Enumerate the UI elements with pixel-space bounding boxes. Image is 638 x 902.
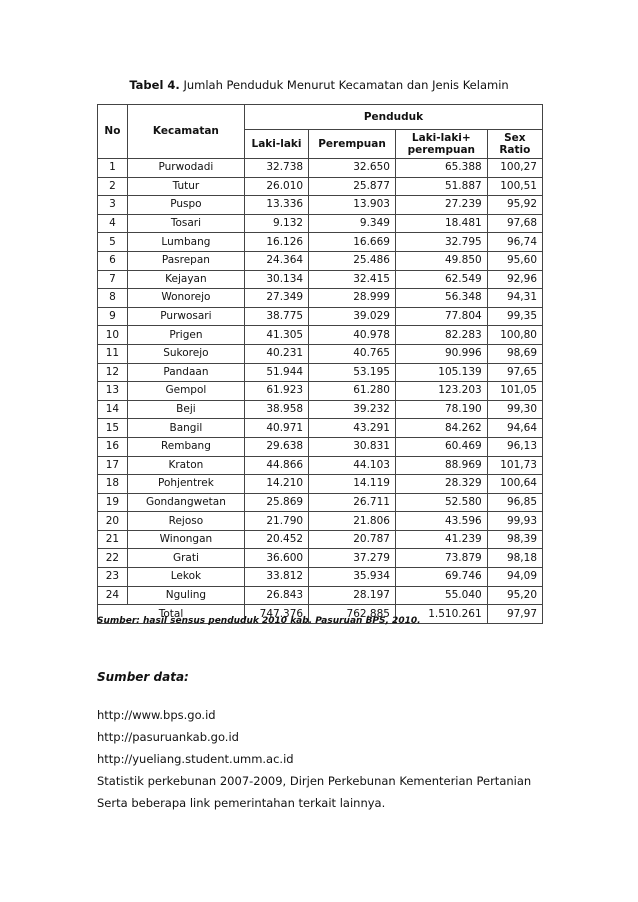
table-row — [98, 586, 543, 605]
cell-no: 16 — [98, 437, 128, 456]
cell-kecamatan: Winongan — [127, 530, 244, 549]
cell-no: 6 — [98, 251, 128, 270]
cell-kecamatan: Pasrepan — [127, 251, 244, 270]
cell-sex-ratio: 98,69 — [487, 344, 542, 363]
cell-laki-perempuan: 60.469 — [395, 437, 487, 456]
table-caption — [0, 78, 638, 92]
source-item: Serta beberapa link pemerintahan terkait lainnya. — [97, 796, 386, 810]
cell-kecamatan: Grati — [127, 549, 244, 568]
table-row — [98, 475, 543, 494]
cell-no: 21 — [98, 530, 128, 549]
table-row — [98, 419, 543, 438]
cell-kecamatan: Kejayan — [127, 270, 244, 289]
total-laki-perempuan: 1.510.261 — [395, 605, 487, 624]
cell-perempuan: 14.119 — [309, 475, 396, 494]
header-laki: Laki-laki — [244, 130, 308, 159]
header-kecamatan: Kecamatan — [127, 105, 244, 159]
table-row — [98, 159, 543, 178]
cell-laki-perempuan: 52.580 — [395, 493, 487, 512]
cell-no: 22 — [98, 549, 128, 568]
cell-laki-perempuan: 65.388 — [395, 159, 487, 178]
cell-no: 1 — [98, 159, 128, 178]
cell-perempuan: 25.877 — [309, 177, 396, 196]
cell-laki-perempuan: 49.850 — [395, 251, 487, 270]
cell-no: 12 — [98, 363, 128, 382]
cell-no: 2 — [98, 177, 128, 196]
table-row — [98, 177, 543, 196]
cell-kecamatan: Gondangwetan — [127, 493, 244, 512]
cell-laki: 40.971 — [244, 419, 308, 438]
header-perempuan: Perempuan — [309, 130, 396, 159]
cell-no: 18 — [98, 475, 128, 494]
table-row — [98, 270, 543, 289]
table-row — [98, 196, 543, 215]
cell-kecamatan: Wonorejo — [127, 289, 244, 308]
table-row — [98, 214, 543, 233]
cell-kecamatan: Tutur — [127, 177, 244, 196]
cell-sex-ratio: 96,74 — [487, 233, 542, 252]
cell-laki: 16.126 — [244, 233, 308, 252]
cell-sex-ratio: 95,20 — [487, 586, 542, 605]
cell-laki: 13.336 — [244, 196, 308, 215]
cell-laki: 9.132 — [244, 214, 308, 233]
cell-kecamatan: Sukorejo — [127, 344, 244, 363]
cell-laki: 40.231 — [244, 344, 308, 363]
cell-kecamatan: Pandaan — [127, 363, 244, 382]
cell-perempuan: 21.806 — [309, 512, 396, 531]
cell-kecamatan: Lekok — [127, 568, 244, 587]
cell-laki-perempuan: 27.239 — [395, 196, 487, 215]
cell-laki: 14.210 — [244, 475, 308, 494]
cell-no: 23 — [98, 568, 128, 587]
table-source-note: Sumber: hasil sensus penduduk 2010 kab. Pasuruan BPS, 2010. — [97, 616, 421, 626]
cell-perempuan: 37.279 — [309, 549, 396, 568]
source-item: http://www.bps.go.id — [97, 708, 216, 722]
cell-laki: 38.775 — [244, 307, 308, 326]
table-row — [98, 289, 543, 308]
cell-sex-ratio: 97,68 — [487, 214, 542, 233]
cell-laki-perempuan: 55.040 — [395, 586, 487, 605]
cell-laki: 26.010 — [244, 177, 308, 196]
cell-laki: 25.869 — [244, 493, 308, 512]
cell-no: 9 — [98, 307, 128, 326]
cell-perempuan: 30.831 — [309, 437, 396, 456]
cell-sex-ratio: 96,85 — [487, 493, 542, 512]
total-label: Total — [98, 605, 245, 624]
cell-perempuan: 40.765 — [309, 344, 396, 363]
cell-no: 11 — [98, 344, 128, 363]
cell-laki-perempuan: 32.795 — [395, 233, 487, 252]
cell-kecamatan: Beji — [127, 400, 244, 419]
table-body — [98, 159, 543, 605]
cell-laki: 29.638 — [244, 437, 308, 456]
cell-laki-perempuan: 41.239 — [395, 530, 487, 549]
sources-title: Sumber data: — [97, 670, 189, 684]
cell-laki: 27.349 — [244, 289, 308, 308]
cell-sex-ratio: 100,27 — [487, 159, 542, 178]
cell-perempuan: 20.787 — [309, 530, 396, 549]
cell-kecamatan: Lumbang — [127, 233, 244, 252]
cell-no: 3 — [98, 196, 128, 215]
cell-laki: 61.923 — [244, 382, 308, 401]
cell-laki-perempuan: 73.879 — [395, 549, 487, 568]
sources-list — [97, 704, 531, 814]
cell-laki-perempuan: 77.804 — [395, 307, 487, 326]
header-laki-perempuan: Laki-laki+ perempuan — [395, 130, 487, 159]
cell-perempuan: 13.903 — [309, 196, 396, 215]
table-row — [98, 437, 543, 456]
cell-laki: 44.866 — [244, 456, 308, 475]
cell-sex-ratio: 101,05 — [487, 382, 542, 401]
cell-kecamatan: Tosari — [127, 214, 244, 233]
cell-laki-perempuan: 62.549 — [395, 270, 487, 289]
source-item: http://yueliang.student.umm.ac.id — [97, 752, 294, 766]
cell-laki-perempuan: 51.887 — [395, 177, 487, 196]
cell-laki: 30.134 — [244, 270, 308, 289]
cell-perempuan: 32.415 — [309, 270, 396, 289]
cell-laki-perempuan: 78.190 — [395, 400, 487, 419]
header-sex-ratio: Sex Ratio — [487, 130, 542, 159]
cell-sex-ratio: 99,93 — [487, 512, 542, 531]
table-row — [98, 307, 543, 326]
cell-no: 19 — [98, 493, 128, 512]
cell-perempuan: 39.029 — [309, 307, 396, 326]
cell-no: 5 — [98, 233, 128, 252]
cell-laki: 51.944 — [244, 363, 308, 382]
population-table — [97, 104, 543, 624]
cell-perempuan: 43.291 — [309, 419, 396, 438]
cell-laki: 24.364 — [244, 251, 308, 270]
table-row — [98, 233, 543, 252]
cell-kecamatan: Prigen — [127, 326, 244, 345]
source-item: Statistik perkebunan 2007-2009, Dirjen Perkebunan Kementerian Pertanian — [97, 774, 532, 788]
cell-perempuan: 32.650 — [309, 159, 396, 178]
cell-sex-ratio: 95,60 — [487, 251, 542, 270]
cell-no: 15 — [98, 419, 128, 438]
cell-laki-perempuan: 123.203 — [395, 382, 487, 401]
cell-perempuan: 53.195 — [309, 363, 396, 382]
cell-kecamatan: Bangil — [127, 419, 244, 438]
cell-laki-perempuan: 43.596 — [395, 512, 487, 531]
table-row — [98, 382, 543, 401]
cell-no: 24 — [98, 586, 128, 605]
cell-perempuan: 35.934 — [309, 568, 396, 587]
cell-sex-ratio: 101,73 — [487, 456, 542, 475]
cell-sex-ratio: 96,13 — [487, 437, 542, 456]
cell-sex-ratio: 98,18 — [487, 549, 542, 568]
cell-sex-ratio: 98,39 — [487, 530, 542, 549]
cell-kecamatan: Purwosari — [127, 307, 244, 326]
table-row — [98, 251, 543, 270]
cell-no: 4 — [98, 214, 128, 233]
cell-laki-perempuan: 82.283 — [395, 326, 487, 345]
table-row — [98, 512, 543, 531]
cell-perempuan: 16.669 — [309, 233, 396, 252]
cell-laki: 21.790 — [244, 512, 308, 531]
cell-sex-ratio: 100,51 — [487, 177, 542, 196]
cell-sex-ratio: 94,09 — [487, 568, 542, 587]
cell-kecamatan: Nguling — [127, 586, 244, 605]
cell-perempuan: 28.197 — [309, 586, 396, 605]
table-row — [98, 530, 543, 549]
cell-kecamatan: Puspo — [127, 196, 244, 215]
cell-laki-perempuan: 28.329 — [395, 475, 487, 494]
cell-sex-ratio: 94,64 — [487, 419, 542, 438]
cell-perempuan: 44.103 — [309, 456, 396, 475]
table-row — [98, 400, 543, 419]
cell-laki-perempuan: 18.481 — [395, 214, 487, 233]
table-row — [98, 493, 543, 512]
cell-no: 8 — [98, 289, 128, 308]
table-row — [98, 456, 543, 475]
cell-kecamatan: Rembang — [127, 437, 244, 456]
cell-sex-ratio: 99,35 — [487, 307, 542, 326]
cell-no: 17 — [98, 456, 128, 475]
cell-laki-perempuan: 84.262 — [395, 419, 487, 438]
cell-no: 20 — [98, 512, 128, 531]
cell-no: 13 — [98, 382, 128, 401]
caption-label: Tabel 4. — [129, 78, 180, 92]
cell-perempuan: 40.978 — [309, 326, 396, 345]
cell-kecamatan: Rejoso — [127, 512, 244, 531]
cell-laki-perempuan: 88.969 — [395, 456, 487, 475]
total-perempuan: 762.885 — [309, 605, 396, 624]
cell-sex-ratio: 99,30 — [487, 400, 542, 419]
cell-sex-ratio: 92,96 — [487, 270, 542, 289]
cell-sex-ratio: 97,65 — [487, 363, 542, 382]
cell-no: 7 — [98, 270, 128, 289]
cell-sex-ratio: 100,64 — [487, 475, 542, 494]
header-no: No — [98, 105, 128, 159]
table-row — [98, 549, 543, 568]
cell-perempuan: 9.349 — [309, 214, 396, 233]
cell-kecamatan: Kraton — [127, 456, 244, 475]
cell-kecamatan: Pohjentrek — [127, 475, 244, 494]
cell-no: 14 — [98, 400, 128, 419]
cell-laki: 20.452 — [244, 530, 308, 549]
cell-laki-perempuan: 90.996 — [395, 344, 487, 363]
total-sex-ratio: 97,97 — [487, 605, 542, 624]
cell-laki: 38.958 — [244, 400, 308, 419]
cell-perempuan: 61.280 — [309, 382, 396, 401]
table-row — [98, 568, 543, 587]
cell-sex-ratio: 94,31 — [487, 289, 542, 308]
header-penduduk: Penduduk — [244, 105, 542, 130]
caption-text: Jumlah Penduduk Menurut Kecamatan dan Jenis Kelamin — [179, 78, 509, 92]
cell-sex-ratio: 100,80 — [487, 326, 542, 345]
cell-kecamatan: Gempol — [127, 382, 244, 401]
cell-laki-perempuan: 56.348 — [395, 289, 487, 308]
cell-laki: 41.305 — [244, 326, 308, 345]
cell-laki: 26.843 — [244, 586, 308, 605]
table-row — [98, 326, 543, 345]
cell-laki-perempuan: 69.746 — [395, 568, 487, 587]
cell-perempuan: 28.999 — [309, 289, 396, 308]
cell-perempuan: 26.711 — [309, 493, 396, 512]
cell-perempuan: 25.486 — [309, 251, 396, 270]
cell-sex-ratio: 95,92 — [487, 196, 542, 215]
cell-laki: 32.738 — [244, 159, 308, 178]
table-row — [98, 363, 543, 382]
table-row — [98, 344, 543, 363]
cell-no: 10 — [98, 326, 128, 345]
cell-laki: 33.812 — [244, 568, 308, 587]
source-item: http://pasuruankab.go.id — [97, 730, 239, 744]
total-laki: 747.376 — [244, 605, 308, 624]
cell-kecamatan: Purwodadi — [127, 159, 244, 178]
cell-laki-perempuan: 105.139 — [395, 363, 487, 382]
cell-perempuan: 39.232 — [309, 400, 396, 419]
cell-laki: 36.600 — [244, 549, 308, 568]
